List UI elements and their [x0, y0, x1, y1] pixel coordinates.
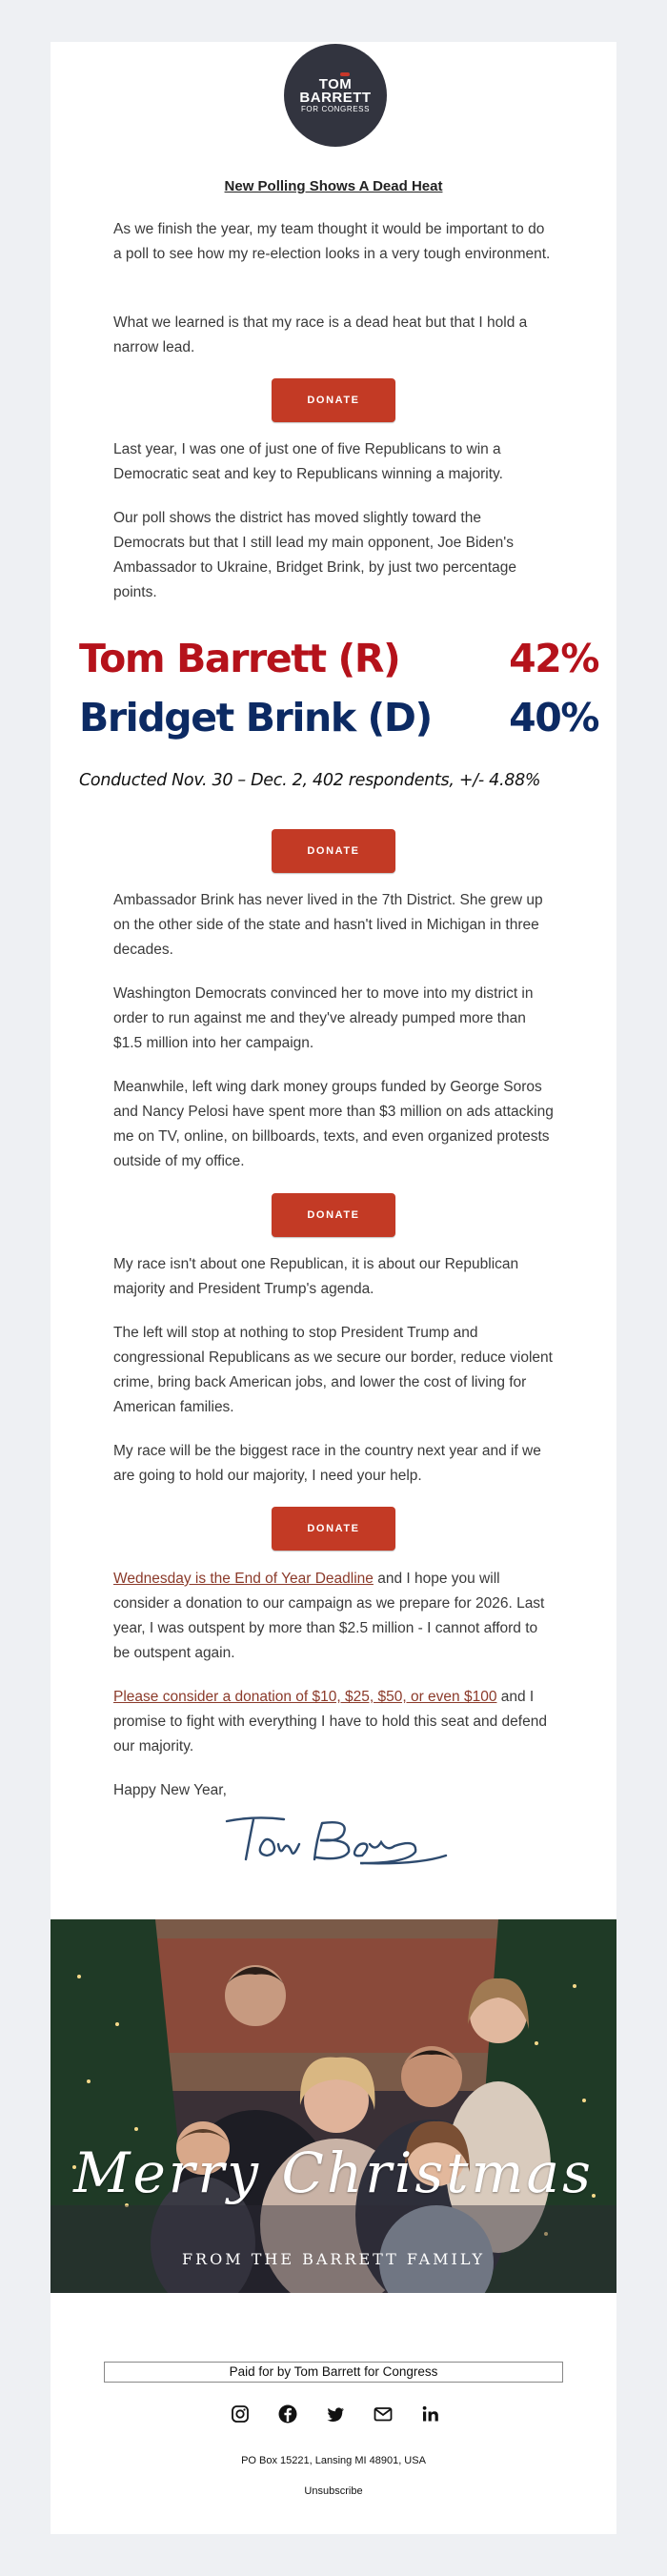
paragraph-8: My race isn't about one Republican, it is about our Republican majority and President Trump's agenda. — [113, 1256, 519, 1297]
paragraph-7: Meanwhile, left wing dark money groups funded by George Soros and Nancy Pelosi have spent more than $3 million on ads attacking me on TV, online, on billboards, texts, and even organized protests outside of my office. — [113, 1079, 554, 1169]
twitter-icon[interactable] — [325, 2404, 346, 2424]
poll-row-republican — [79, 633, 598, 684]
paragraph-10: My race will be the biggest race in the country next year and if we are going to hold our majority, I need your help. — [113, 1443, 541, 1484]
poll-methodology: Conducted Nov. 30 – Dec. 2, 402 respondents, +/- 4.88% — [79, 771, 541, 790]
mailing-address: PO Box 15221, Lansing MI 48901, USA — [241, 2455, 426, 2466]
donation-amount-link[interactable]: Please consider a donation of $10, $25, $50, or even $100 — [113, 1689, 497, 1705]
poll-row-democrat — [79, 692, 598, 743]
email-card — [51, 42, 616, 2534]
candidate-r-percent: 42% — [509, 636, 598, 681]
paragraph-9: The left will stop at nothing to stop President Trump and congressional Republicans as we secure our border, reduce violent crime, bring back American jobs, and lower the cost of living for American families. — [113, 1325, 553, 1415]
unsubscribe-link[interactable]: Unsubscribe — [304, 2485, 363, 2497]
signature-image — [217, 1810, 455, 1876]
donate-button-4[interactable]: DONATE — [272, 1507, 395, 1551]
family-christmas-photo — [51, 1919, 616, 2293]
paragraph-12 — [113, 1685, 554, 1759]
email-icon[interactable] — [373, 2404, 394, 2424]
sign-off: Happy New Year, — [113, 1782, 227, 1798]
paid-for-disclaimer: Paid for by Tom Barrett for Congress — [104, 2362, 563, 2383]
paragraph-1: As we finish the year, my team thought it would be important to do a poll to see how my re-election looks in a very tough environment. — [113, 221, 551, 262]
donate-button-1[interactable]: DONATE — [272, 378, 395, 422]
campaign-logo — [284, 44, 387, 147]
paragraph-11 — [113, 1567, 554, 1666]
donate-button-3[interactable]: DONATE — [272, 1193, 395, 1237]
paragraph-2: What we learned is that my race is a dead heat but that I hold a narrow lead. — [113, 314, 528, 355]
logo-line-3: FOR CONGRESS — [300, 105, 371, 113]
paragraph-3: Last year, I was one of just one of five Republicans to win a Democratic seat and key to Republicans winning a majority. — [113, 441, 503, 482]
headline: New Polling Shows A Dead Heat — [224, 178, 443, 194]
candidate-r-name: Tom Barrett (R) — [79, 636, 400, 681]
greeting-subtitle: FROM THE BARRETT FAMILY — [181, 2250, 486, 2268]
instagram-icon[interactable] — [230, 2404, 251, 2424]
greeting-script: Merry Christmas — [73, 2140, 594, 2205]
facebook-icon[interactable] — [277, 2404, 298, 2424]
logo-line-2: BARRETT — [299, 90, 372, 106]
paragraph-11-text: and I hope you will consider a donation to our campaign as we prepare for 2026. Last year, I was outspent by more than $2.5 million - I cannot afford to be outspent again. — [113, 1571, 545, 1661]
paragraph-12-text: and I promise to fight with everything I have to hold this seat and defend our majority. — [113, 1689, 547, 1755]
candidate-d-name: Bridget Brink (D) — [79, 695, 432, 740]
logo-line-1: TOM — [318, 76, 353, 92]
paragraph-6: Washington Democrats convinced her to move into my district in order to run against me and they've already pumped more than $1.5 million into her campaign. — [113, 985, 534, 1051]
candidate-d-percent: 40% — [509, 695, 598, 740]
deadline-link[interactable]: Wednesday is the End of Year Deadline — [113, 1571, 374, 1587]
linkedin-icon[interactable] — [420, 2404, 441, 2424]
donate-button-2[interactable]: DONATE — [272, 829, 395, 873]
paragraph-5: Ambassador Brink has never lived in the 7th District. She grew up on the other side of the state and hasn't lived in Michigan in three decades. — [113, 892, 543, 958]
paragraph-4: Our poll shows the district has moved slightly toward the Democrats but that I still lead my main opponent, Joe Biden's Ambassador to Ukraine, Bridget Brink, by just two percentage points. — [113, 510, 517, 600]
